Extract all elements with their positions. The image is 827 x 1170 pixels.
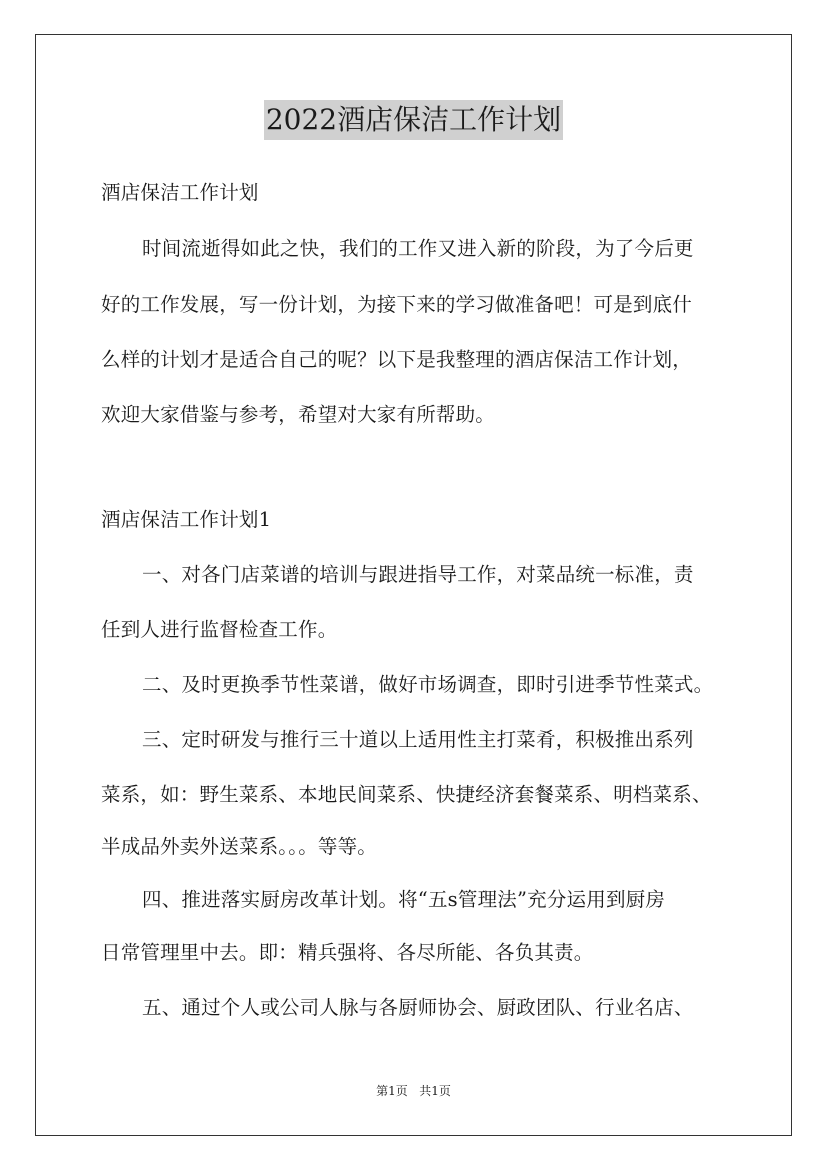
document-title: 2022酒店保洁工作计划 bbox=[264, 100, 563, 140]
paragraph-line: 半成品外卖外送菜系。。。等等。 bbox=[101, 835, 378, 858]
paragraph-line: 日常管理里中去。即：精兵强将、各尽所能、各负其责。 bbox=[101, 941, 594, 964]
paragraph-line: 菜系，如：野生菜系、本地民间菜系、快捷经济套餐菜系、明档菜系、 bbox=[101, 783, 712, 806]
page-footer bbox=[0, 1083, 827, 1099]
title-container bbox=[0, 100, 827, 140]
page-number: 第1页 共1页 bbox=[376, 1084, 451, 1098]
paragraph-line: 四、推进落实厨房改革计划。将“五s管理法”充分运用到厨房 bbox=[142, 888, 666, 911]
paragraph-line: 好的工作发展，写一份计划，为接下来的学习做准备吧！可是到底什 bbox=[101, 293, 693, 316]
section-heading: 酒店保洁工作计划 bbox=[101, 181, 259, 204]
paragraph-line: 五、通过个人或公司人脉与各厨师协会、厨政团队、行业名店、 bbox=[142, 996, 694, 1019]
paragraph-line: 时间流逝得如此之快，我们的工作又进入新的阶段，为了今后更 bbox=[142, 237, 694, 260]
paragraph-line: 欢迎大家借鉴与参考，希望对大家有所帮助。 bbox=[101, 403, 496, 426]
paragraph-line: 任到人进行监督检查工作。 bbox=[101, 618, 338, 641]
paragraph-line: 么样的计划才是适合自己的呢？以下是我整理的酒店保洁工作计划， bbox=[101, 348, 693, 371]
paragraph-line: 二、及时更换季节性菜谱，做好市场调查，即时引进季节性菜式。 bbox=[142, 673, 714, 696]
paragraph-line: 三、定时研发与推行三十道以上适用性主打菜肴，积极推出系列 bbox=[142, 728, 694, 751]
section-heading: 酒店保洁工作计划1 bbox=[101, 508, 272, 531]
paragraph-line: 一、对各门店菜谱的培训与跟进指导工作，对菜品统一标准，责 bbox=[142, 563, 694, 586]
